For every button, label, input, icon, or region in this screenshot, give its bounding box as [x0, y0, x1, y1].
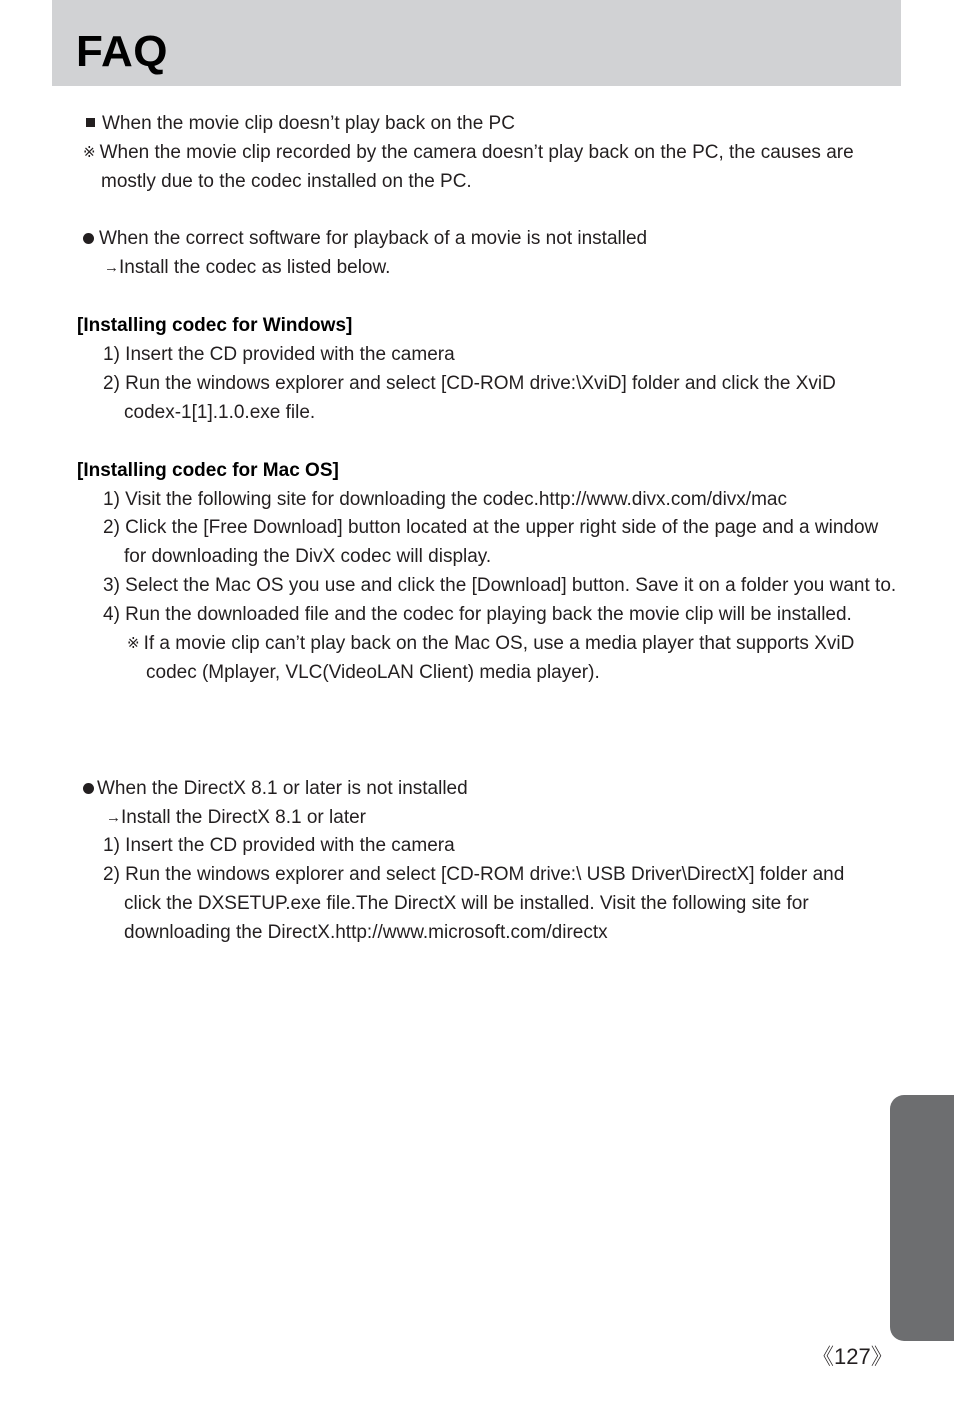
directx-step-2-line-2: click the DXSETUP.exe file.The DirectX will be installed. Visit the following site for: [124, 893, 809, 914]
page-title: FAQ: [76, 27, 168, 76]
codec-heading-row: [83, 228, 647, 250]
round-bullet-icon: [83, 783, 94, 794]
codec-action: Install the codec as listed below.: [119, 257, 391, 278]
intro-heading-row: [86, 113, 515, 135]
windows-step-1: 1) Insert the CD provided with the camera: [103, 344, 455, 365]
windows-step-2-line-2: codex-1[1].1.0.exe file.: [124, 402, 316, 423]
mac-step-3: 3) Select the Mac OS you use and click the [Download] button. Save it on a folder you want to.: [103, 575, 897, 596]
directx-step-1: 1) Insert the CD provided with the camera: [103, 835, 455, 856]
codec-action-row: [104, 257, 390, 279]
intro-note-line-2: mostly due to the codec installed on the PC.: [101, 171, 472, 192]
left-bracket-icon: 《: [812, 1344, 835, 1369]
directx-heading: When the DirectX 8.1 or later is not installed: [97, 778, 468, 799]
intro-heading: When the movie clip doesn’t play back on the PC: [102, 113, 515, 134]
square-bullet-icon: [86, 118, 95, 127]
mac-note-row: [127, 633, 854, 655]
mac-step-1: 1) Visit the following site for downloading the codec.http://www.divx.com/divx/mac: [103, 489, 787, 510]
directx-step-2-line-1: 2) Run the windows explorer and select [CD-ROM drive:\ USB Driver\DirectX] folder and: [103, 864, 845, 885]
directx-heading-row: [83, 778, 468, 800]
mac-step-2-line-2: for downloading the DivX codec will display.: [124, 546, 492, 567]
mac-step-2-line-1: 2) Click the [Free Download] button located at the upper right side of the page and a window: [103, 517, 879, 538]
page-number-value: 127: [834, 1344, 871, 1369]
mac-step-4: 4) Run the downloaded file and the codec for playing back the movie clip will be installed.: [103, 604, 852, 625]
page-number: [812, 1343, 893, 1371]
intro-note-line-1: When the movie clip recorded by the camera doesn’t play back on the PC, the causes are: [99, 142, 854, 163]
arrow-right-icon: →: [104, 259, 119, 276]
note-mark-icon: ※: [83, 144, 96, 161]
arrow-right-icon: →: [106, 809, 121, 826]
directx-action: Install the DirectX 8.1 or later: [121, 807, 366, 828]
intro-note-row: [83, 142, 854, 164]
right-bracket-icon: 》: [870, 1344, 893, 1369]
windows-section-title: [Installing codec for Windows]: [77, 315, 353, 336]
section-side-tab: [890, 1095, 954, 1341]
note-mark-icon: ※: [127, 635, 140, 652]
mac-note-line-1: If a movie clip can’t play back on the Mac OS, use a media player that supports XviD: [143, 633, 855, 654]
windows-step-2-line-1: 2) Run the windows explorer and select [CD-ROM drive:\XviD] folder and click the XviD: [103, 373, 836, 394]
mac-section-title: [Installing codec for Mac OS]: [77, 460, 339, 481]
codec-heading: When the correct software for playback of a movie is not installed: [99, 228, 648, 249]
directx-action-row: [106, 807, 366, 829]
mac-note-line-2: codec (Mplayer, VLC(VideoLAN Client) media player).: [146, 662, 600, 683]
round-bullet-icon: [83, 233, 94, 244]
directx-step-2-line-3: downloading the DirectX.http://www.microsoft.com/directx: [124, 922, 608, 943]
